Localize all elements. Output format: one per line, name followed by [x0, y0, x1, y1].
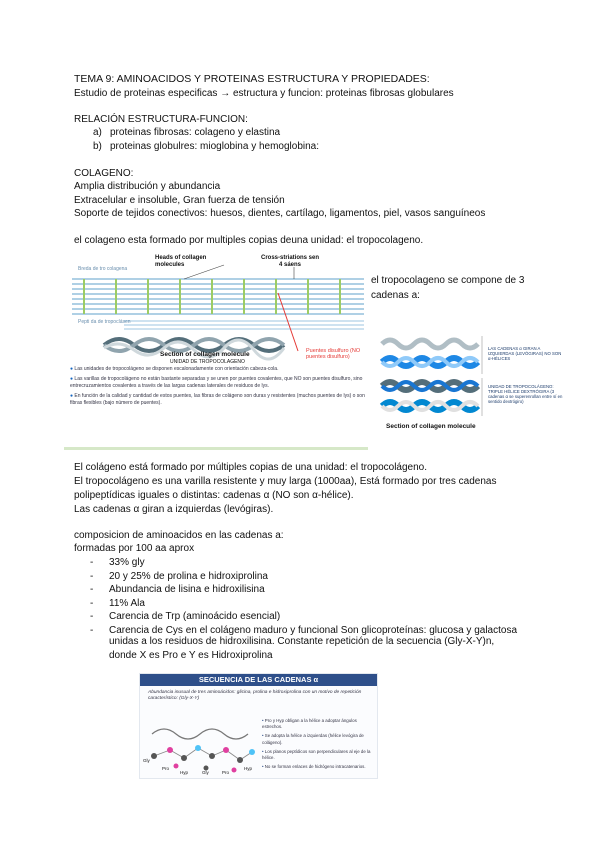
composicion-subheading: formadas por 100 aa aprox	[74, 543, 195, 554]
list-item: - Carencia de Trp (aminoácido esencial)	[90, 611, 281, 623]
relacion-heading: RELACIÓN ESTRUCTURA-FUNCION:	[74, 114, 248, 125]
secuencia-bullet: • No se forman enlaces de hidrógeno intracatenarios.	[262, 764, 366, 770]
label-cross-striations: Cross-striations sen 4 sáens	[260, 255, 320, 268]
colageno-line: Soporte de tejidos conectivos: huesos, dientes, cartílago, ligamentos, piel, vasos sanguíneos	[74, 208, 486, 219]
figure1-bullet: ● Las varillas de tropocolágeno no están bastante separadas y se unen por puentes covalentes, que NO son puentes disulfuro, sino entrecruzamientos covalentes a través de las largas cadenas laterales de residuos de lys.	[70, 376, 363, 389]
label-fibril: Pepti da de tropoclásen	[78, 319, 131, 325]
residue-label: Pro	[222, 770, 230, 775]
paragraph-line: polipeptídicas iguales o distintas: cadenas α (NO son α-hélice).	[74, 490, 354, 501]
secuencia-intro: Abundancia inusual de tres aminoácidos: glicina, prolina e hidroxiprolina con un motivo de repetición característico: (Gly-X-Y)	[148, 690, 362, 701]
side-text: el tropocolageno se compone de 3	[371, 275, 525, 286]
relacion-list	[93, 127, 320, 155]
triple-helix-diagram	[378, 322, 568, 439]
paragraph-line: El colágeno está formado por múltiples copias de una unidad: el tropocolágeno.	[74, 462, 428, 473]
residue-label: Pro	[162, 766, 170, 771]
label-tropo: Breda de tro colagena	[78, 266, 128, 272]
figure1-bullet: ● Las unidades de tropocolágeno se disponen escalonadamente con orientación cabeza-cola.	[70, 366, 279, 372]
list-item-text: proteinas globulres: mioglobina y hemoglobina:	[110, 141, 320, 152]
list-marker: a)	[93, 127, 102, 138]
section-label: Section of collagen molecule	[160, 351, 250, 358]
collagen-fibril-figure	[64, 253, 368, 450]
paragraph-line: Las cadenas α giran a izquierdas (levógiras).	[74, 504, 274, 515]
secuencia-bullet: • Se adopta la hélice a izquierdas (hélice levógira de colágeno).	[262, 733, 364, 745]
label-levogiras: LAS CADENAS α GIRAN A IZQUIERDAS (LEVÓGIRAS) NO SON α-HÉLICES	[488, 346, 562, 361]
relacion-item-b	[93, 141, 320, 155]
label-triple-helix: UNIDAD DE TROPOCOLÁGENO: TRIPLE HÉLICE DEXTRÓGIRA (3 cadenas α se superenrollan entre sí en sentido dextrógiro)	[488, 384, 563, 404]
tropocolageno-line: el colageno esta formado por multiples copias deuna unidad: el tropocolageno.	[74, 235, 424, 246]
colageno-heading: COLAGENO:	[74, 168, 134, 179]
page-title: TEMA 9: AMINOACIDOS Y PROTEINAS ESTRUCTURA Y PROPIEDADES:	[74, 73, 430, 85]
residue-label: Hyp	[244, 766, 253, 771]
list-marker: b)	[93, 141, 102, 152]
page-subtitle: Estudio de proteinas especificas → estructura y funcion: proteinas fibrosas globulares	[74, 88, 454, 99]
residue-label: Gly	[143, 758, 150, 763]
list-item: - Abundancia de lisina e hidroxilisina	[90, 584, 265, 596]
label-heads: Heads of collagen molecules	[155, 255, 207, 268]
colageno-line: Amplia distribución y abundancia	[74, 181, 221, 192]
secuencia-bullet: • Pro y Hyp obligan a la hélice a adoptar ángulos estrechos.	[262, 718, 357, 730]
relacion-item-a	[93, 127, 281, 141]
triple-helix-figure	[378, 322, 568, 439]
section-label: Section of collagen molecule	[386, 423, 476, 430]
composicion-continuation: unidas a los residuos de hidroxilisina. Constante repetición de la secuencia (Gly-X-Y)n,	[109, 636, 495, 647]
composicion-continuation: donde X es Pro e Y es Hidroxiprolina	[109, 650, 273, 661]
residue-label: Gly	[202, 770, 209, 775]
colageno-line: Extracelular e insoluble, Gran fuerza de tensión	[74, 195, 285, 206]
secuencia-bullets	[262, 718, 372, 770]
composicion-heading: composicion de aminoacidos en las cadenas a:	[74, 530, 284, 541]
side-text: cadenas a:	[371, 290, 420, 301]
list-item: - 33% gly	[90, 557, 145, 568]
list-item: - 11% Ala	[90, 597, 145, 609]
list-item: - 20 y 25% de prolina e hidroxiprolina	[90, 570, 268, 582]
section-sub: UNIDAD DE TROPOCOLAGENO	[170, 359, 245, 365]
figure1-bullet: ● En función de la calidad y cantidad de estos puentes, las fibras de colágeno son duras y resistentes (muchos puentes de lys) o son fibras flexibles (bajo número de puentes).	[70, 393, 365, 406]
list-item: - Carencia de Cys en el colágeno maduro y funcional Son glicoproteínas: glucosa y galactosa	[90, 624, 518, 636]
figure1-bullets	[70, 366, 366, 406]
residue-label: Hyp	[180, 770, 189, 775]
secuencia-figure	[139, 673, 378, 779]
list-item-text: proteinas fibrosas: colageno y elastina	[110, 127, 281, 138]
secuencia-bullet: • Los planos peptídicos son perpendiculares al eje de la hélice.	[262, 748, 371, 761]
composicion-list	[90, 557, 518, 639]
paragraph-line: El tropocolágeno es una varilla resistente y muy larga (1000aa), Está formado por tres cadenas	[74, 476, 497, 487]
disulfuro-label: Puentes disulfuro (NO puentes disulfuro)	[306, 348, 361, 360]
secuencia-header: SECUENCIA DE LAS CADENAS α	[198, 675, 319, 684]
